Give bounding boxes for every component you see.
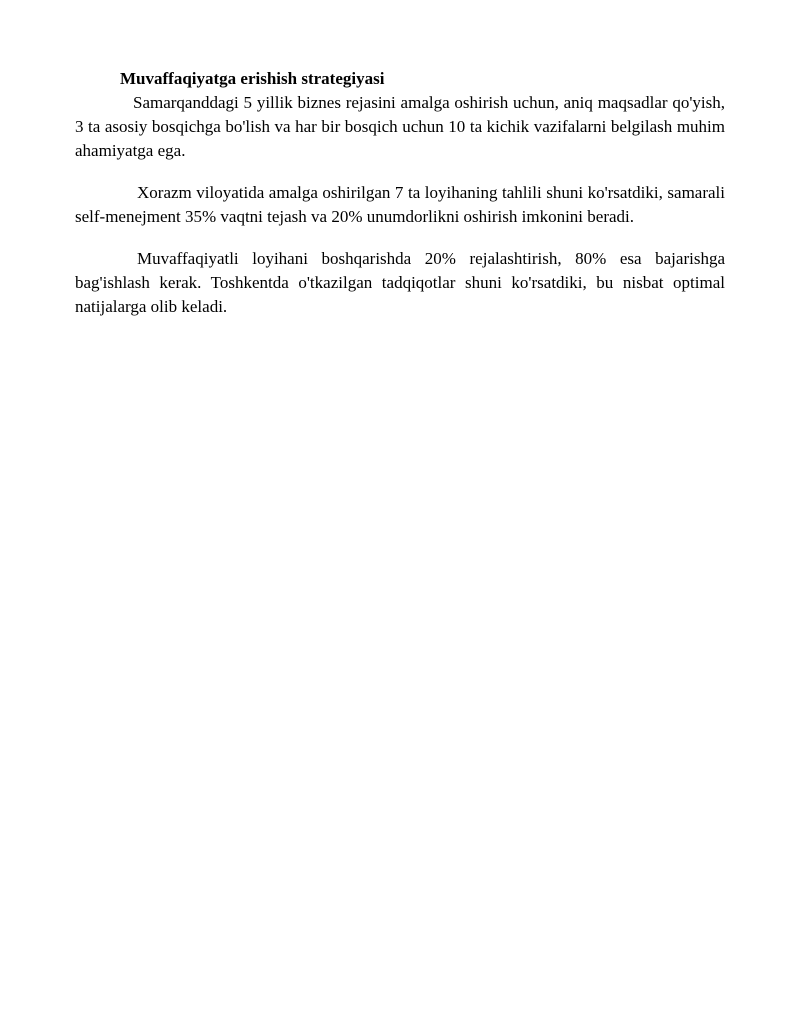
paragraph-samarqand-plan: Samarqanddagi 5 yillik biznes rejasini amalga oshirish uchun, aniq maqsadlar qo'yish, 3 ta asosiy bosqichga bo'lish va har bir bosqich uchun 10 ta kichik vazifalarni belgilash muhim ahamiyatga ega. bbox=[75, 93, 725, 160]
paragraph-project-management: Muvaffaqiyatli loyihani boshqarishda 20% rejalashtirish, 80% esa bajarishga bag'ishlash kerak. Toshkentda o'tkazilgan tadqiqotlar shuni ko'rsatdiki, bu nisbat optimal natijalarga olib keladi. bbox=[75, 249, 725, 316]
document-body bbox=[75, 67, 725, 319]
document-title: Muvaffaqiyatga erishish strategiyasi bbox=[120, 69, 385, 88]
paragraph-xorazm-analysis: Xorazm viloyatida amalga oshirilgan 7 ta loyihaning tahlili shuni ko'rsatdiki, samarali self-menejment 35% vaqtni tejash va 20% unumdorlikni oshirish imkonini beradi. bbox=[75, 183, 725, 226]
